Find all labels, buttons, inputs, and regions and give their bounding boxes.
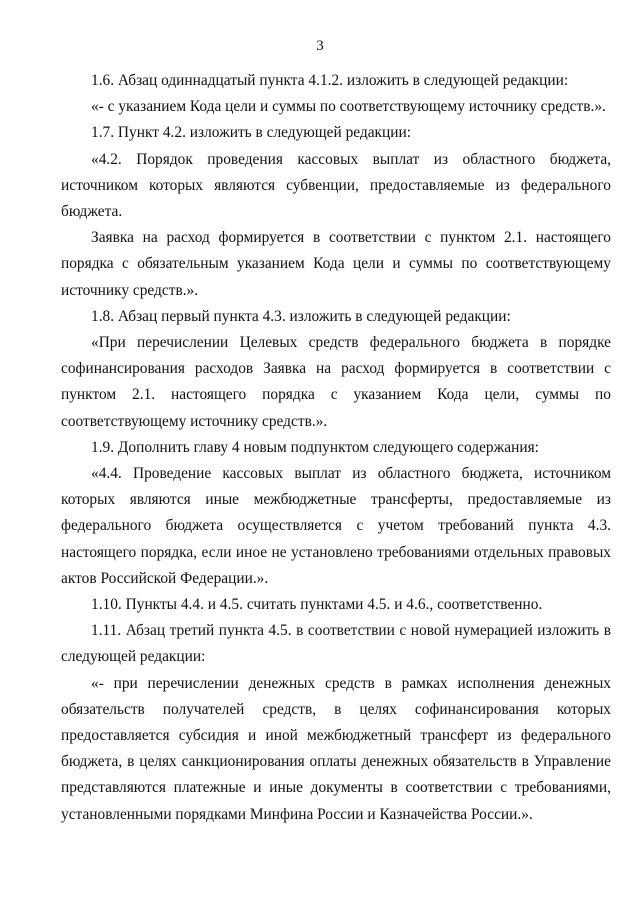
page-number: 3: [316, 38, 324, 54]
paragraph-1-9: 1.9. Дополнить главу 4 новым подпунктом следующего содержания:: [91, 438, 539, 456]
paragraph-1-6: 1.6. Абзац одиннадцатый пункта 4.1.2. изложить в следующей редакции:: [91, 72, 569, 89]
paragraph-1-8: 1.8. Абзац первый пункта 4.3. изложить в следующей редакции:: [91, 307, 511, 325]
paragraph-4-2-request: Заявка на расход формируется в соответствии с пунктом 2.1. настоящего порядка с обязательным указанием Кода цели и суммы по соответствующему источнику средств.».: [61, 229, 611, 299]
paragraph-4-3-quote: «При перечислении Целевых средств федерального бюджета в порядке софинансирования расходов Заявка на расход формируется в соответствии с пунктом 2.1. настоящего порядка с указанием Кода цели, суммы по соответствующему источнику средств.».: [61, 334, 611, 430]
document-body: [61, 68, 611, 828]
paragraph-1-7: 1.7. Пункт 4.2. изложить в следующей редакции:: [91, 124, 412, 142]
paragraph-4-5-quote: «- при перечислении денежных средств в рамках исполнения денежных обязательств получателей средств, в целях софинансирования которых предоставляется субсидия и иной межбюджетный трансферт из федерального бюджета, в целях санкционирования оплаты денежных обязательств в Управление представляются платежные и иные документы в соответствии с требованиями, установленными порядками Минфина России и Казначейства России.».: [61, 674, 611, 823]
paragraph-1-11: 1.11. Абзац третий пункта 4.5. в соответствии с новой нумерацией изложить в следующей редакции:: [61, 622, 611, 666]
paragraph-4-2-quote: «4.2. Порядок проведения кассовых выплат из областного бюджета, источником которых являются субвенции, предоставляемые из федерального бюджета.: [61, 150, 611, 221]
paragraph-1-6-quote: «- с указанием Кода цели и суммы по соответствующему источнику средств.».: [91, 98, 606, 116]
paragraph-4-4-quote: «4.4. Проведение кассовых выплат из областного бюджета, источником которых являются иные межбюджетные трансферты, предоставляемые из федерального бюджета осуществляется с учетом требований пункта 4.3. настоящего порядка, если иное не установлено требованиями отдельных правовых актов Российской Федерации.».: [61, 465, 611, 587]
paragraph-1-10: 1.10. Пункты 4.4. и 4.5. считать пунктами 4.5. и 4.6., соответственно.: [91, 596, 543, 614]
